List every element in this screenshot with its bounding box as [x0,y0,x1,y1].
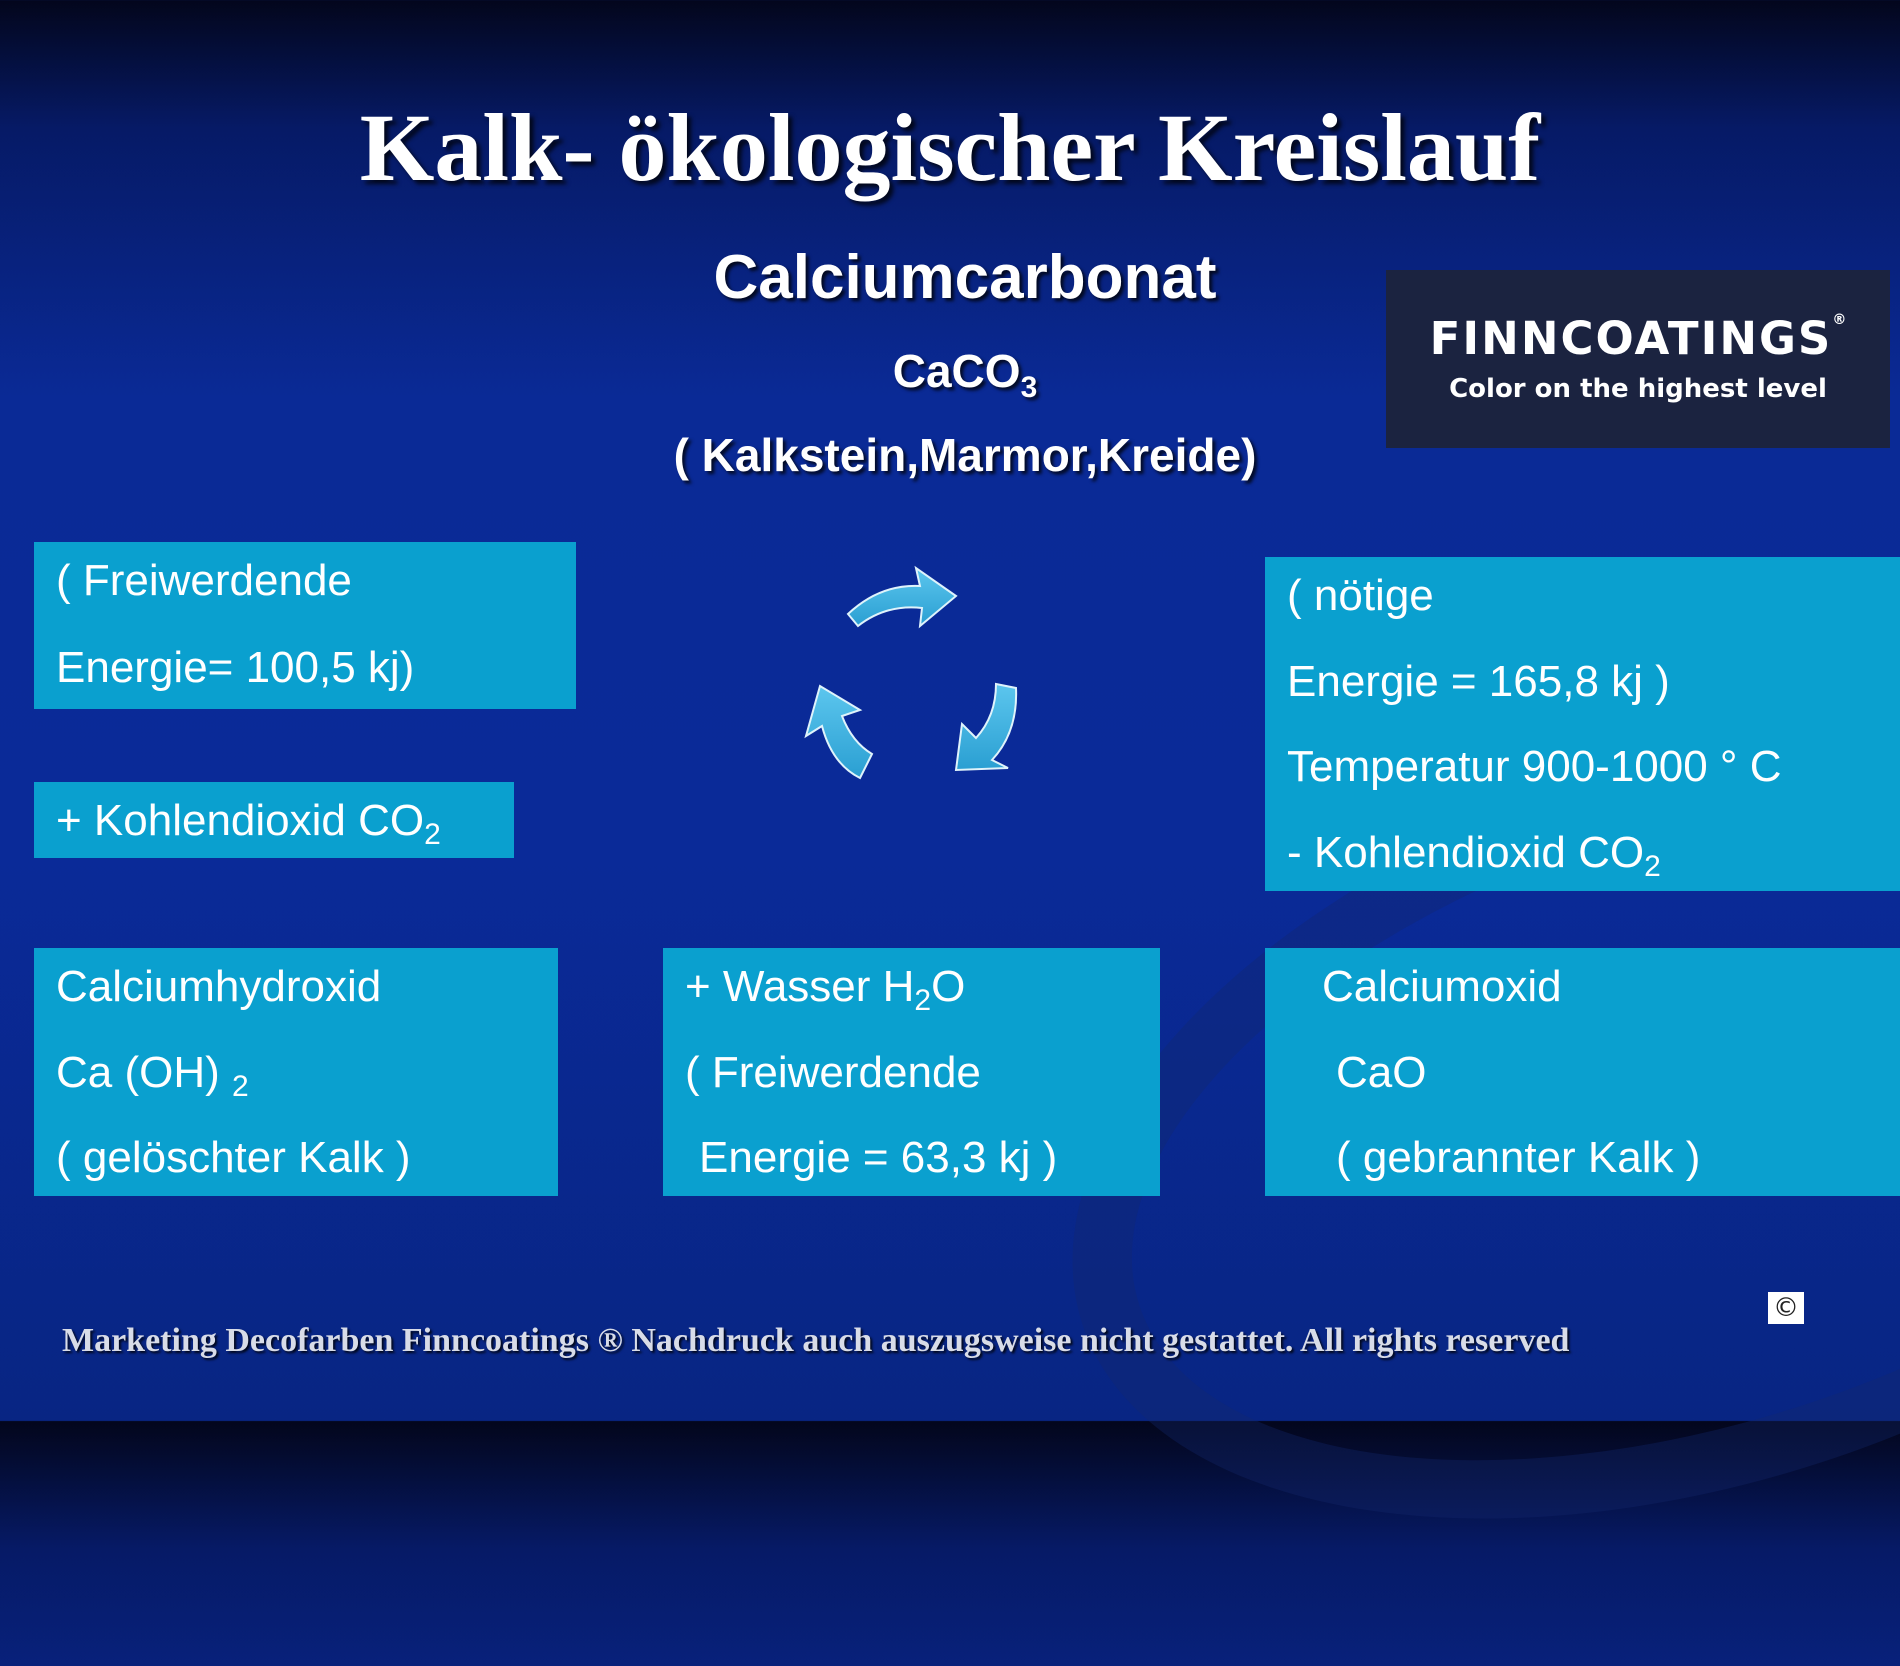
calciumoxid-box [1265,948,1900,1196]
kohlendioxid-add-box [34,782,514,858]
slide-title: Kalk- ökologischer Kreislauf [359,94,1541,201]
box-line: ( Freiwerdende [685,1048,981,1097]
cycle-arrow-top [848,568,956,626]
cycle-arrow-right [956,684,1016,770]
copyright-icon: © [1768,1292,1804,1324]
box-line: + Wasser $H_2O$ [685,962,966,1017]
box-line: + Kohlendioxid $CO_2$ [56,796,441,851]
cycle-arrow-left [806,686,872,778]
cycle-arrows-icon [760,540,1060,800]
box-line: Temperatur 900-1000 ° C [1287,742,1782,791]
box-line: Energie= 100,5 kj) [56,643,415,692]
box-line: ( gebrannter Kalk ) [1336,1133,1701,1182]
box-line: Calciumoxid [1322,962,1562,1011]
caco3-formula: CaCO$_3$ [892,345,1038,404]
footer-text: Marketing Decofarben Finncoatings ® Nachdruck auch auszugsweise nicht gestattet. All rights reserved [62,1322,1570,1359]
calciumhydroxid-box [34,948,558,1196]
logo-tagline: Color on the highest level [1449,374,1827,404]
box-line: ( Freiwerdende [56,556,352,605]
box-line: Energie = 63,3 kj ) [699,1133,1058,1182]
noetige-energie-box [1265,557,1900,891]
box-line: ( nötige [1287,571,1434,620]
logo-name: FINNCOATINGS® [1429,312,1847,365]
box-line: CaO [1336,1048,1427,1097]
freiwerdende-energie-box [34,542,576,709]
box-line: ( gelöschter Kalk ) [56,1133,411,1182]
box-line: Ca (OH) $_2$ [56,1048,249,1103]
box-line: Energie = 165,8 kj ) [1287,657,1670,706]
finncoatings-logo [1386,270,1890,448]
calciumcarbonat-heading: Calciumcarbonat [713,243,1217,312]
box-line: Calciumhydroxid [56,962,382,1011]
wasser-box [663,948,1160,1196]
calciumcarbonat-examples: ( Kalkstein,Marmor,Kreide) [673,429,1257,481]
box-line: - Kohlendioxid $CO_2$ [1287,828,1661,883]
